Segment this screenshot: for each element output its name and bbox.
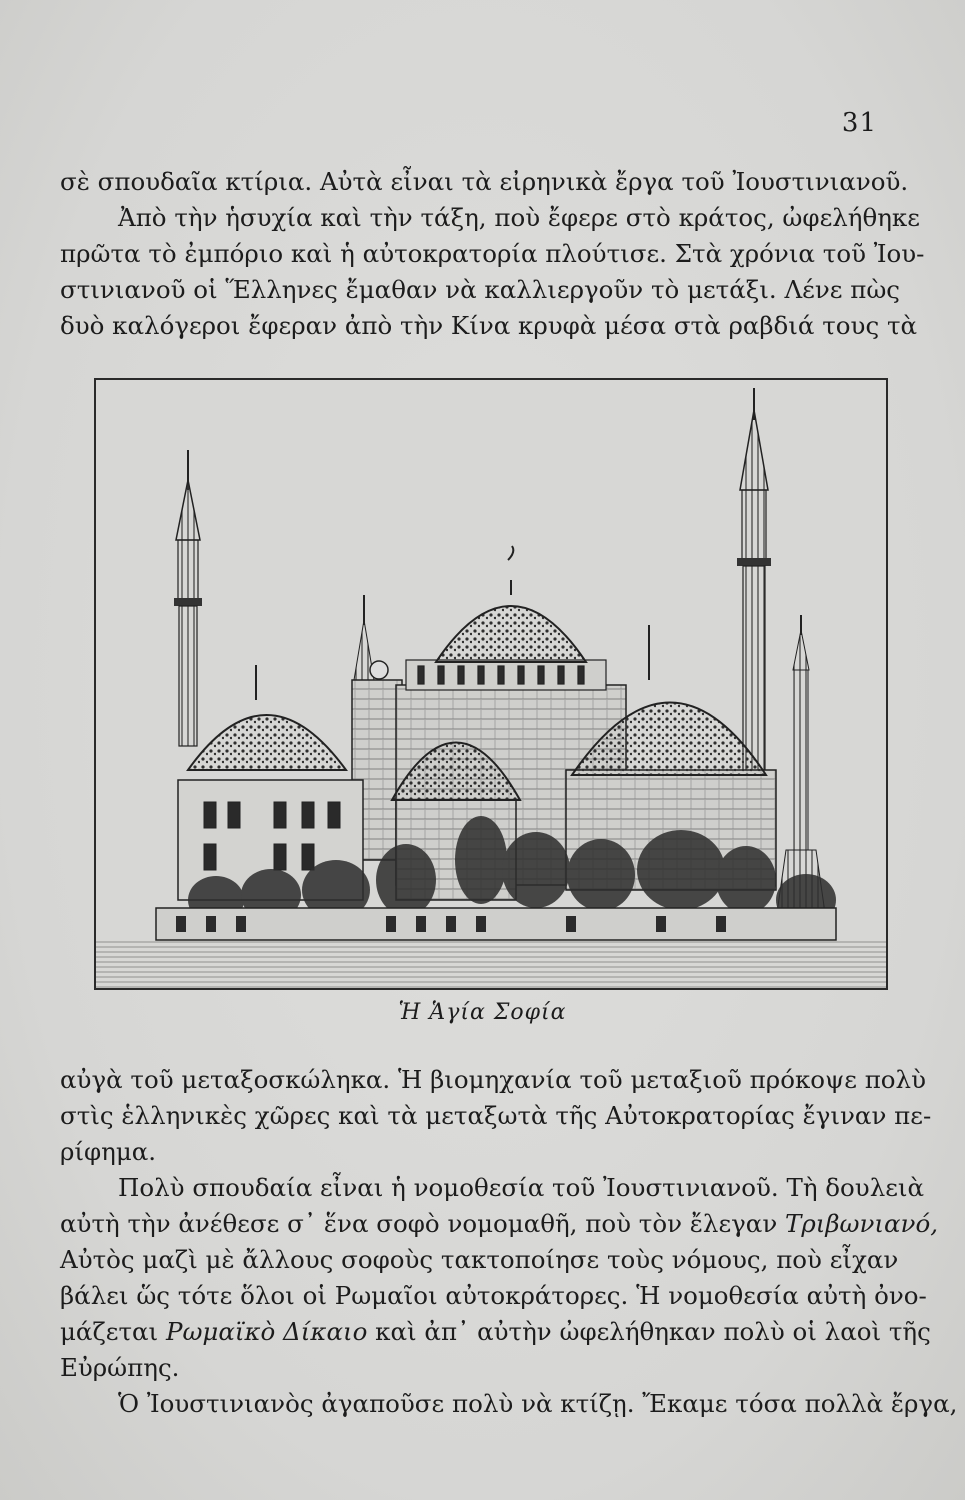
text-line: Πολὺ σπουδαία εἶναι ἡ νομοθεσία τοῦ Ἰουστινιανοῦ. Τὴ δουλειὰ [118,1173,925,1202]
text-segment: καὶ ἀπ᾽ αὐτὴν ὠφελήθηκαν πολὺ οἱ λαοὶ τῆς [375,1317,931,1346]
text-segment: μάζεται [60,1317,159,1346]
text-line: Αὐτὸς μαζὶ μὲ ἄλλους σοφοὺς τακτοποίησε τοὺς νόμους, ποὺ εἶχαν [60,1245,899,1274]
text-line: Εὐρώπης. [60,1353,180,1382]
italic-term: Ρωμαϊκὸ Δίκαιο [165,1317,368,1346]
text-line: Ὁ Ἰουστινιανὸς ἀγαποῦσε πολὺ νὰ κτίζῃ. Ἔκαμε τόσα πολλὰ ἔργα, [118,1389,958,1418]
text-line: πρῶτα τὸ ἐμπόριο καὶ ἡ αὐτοκρατορία πλούτισε. Στὰ χρόνια τοῦ Ἰου- [60,239,925,268]
text-line: ρίφημα. [60,1137,157,1166]
text-line [60,1314,931,1350]
far-right-minaret [776,615,826,920]
italic-name: Τριβωνιανό, [785,1209,938,1238]
text-line: αὐγὰ τοῦ μεταξοσκώληκα. Ἡ βιομηχανία τοῦ μεταξιοῦ πρόκοψε πολὺ [60,1065,926,1094]
front-wall [156,908,836,940]
text-line: βάλει ὥς τότε ὅλοι οἱ Ρωμαῖοι αὐτοκράτορες. Ἡ νομοθεσία αὐτὴ ὀνο- [60,1281,927,1310]
hagia-sophia-illustration [94,378,888,990]
figure-caption: Ἡ Ἁγία Σοφία [398,1000,567,1025]
text-line: Ἀπὸ τὴν ἡσυχία καὶ τὴν τάξη, ποὺ ἔφερε στὸ κράτος, ὠφελήθηκε [118,203,920,232]
text-line: στὶς ἑλληνικὲς χῶρες καὶ τὰ μεταξωτὰ τῆς Αὐτοκρατορίας ἔγιναν πε- [60,1101,932,1130]
text-line: σὲ σπουδαῖα κτίρια. Αὐτὰ εἶναι τὰ εἰρηνικὰ ἔργα τοῦ Ἰουστινιανοῦ. [60,167,909,196]
top-paragraphs [60,164,925,344]
text-segment: αὐτὴ τὴν ἀνέθεσε σ᾽ ἕνα σοφὸ νομομαθῆ, ποὺ τὸν ἔλεγαν [60,1209,778,1238]
left-minaret [174,450,202,746]
text-line: στινιανοῦ οἱ Ἕλληνες ἔμαθαν νὰ καλλιεργοῦν τὸ μετάξι. Λένε πὼς [60,275,901,304]
bottom-paragraphs [60,1062,958,1422]
hagia-sophia-drawing [96,380,886,988]
main-dome [436,546,586,662]
text-line [60,1206,938,1242]
text-line: δυὸ καλόγεροι ἔφεραν ἀπὸ τὴν Κίνα κρυφὰ μέσα στὰ ραβδιά τους τὰ [60,311,918,340]
page-number: 31 [841,108,877,138]
